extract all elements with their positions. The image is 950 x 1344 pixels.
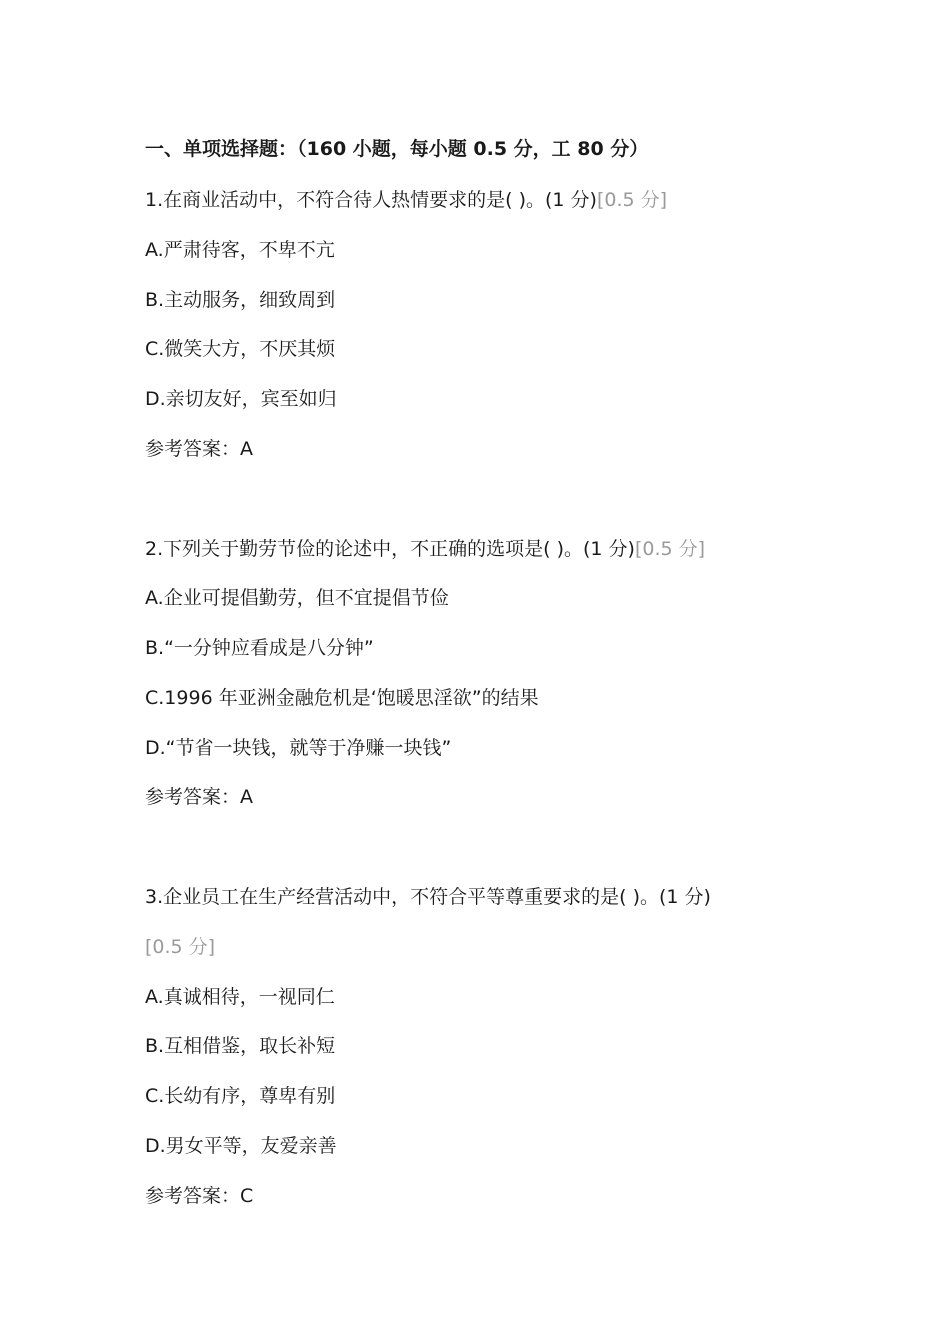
question-3-score: [0.5 分] — [145, 936, 216, 958]
question-2-answer: 参考答案：A — [145, 786, 253, 808]
question-1-option-b: B.主动服务，细致周到 — [145, 289, 336, 311]
question-3-option-a: A.真诚相待，一视同仁 — [145, 986, 335, 1008]
question-1-stem-line — [145, 185, 667, 215]
question-3-option-b: B.互相借鉴，取长补短 — [145, 1035, 336, 1057]
question-3-option-d: D.男女平等，友爱亲善 — [145, 1135, 337, 1157]
question-1-option-d: D.亲切友好，宾至如归 — [145, 388, 337, 410]
question-1-stem: 1.在商业活动中，不符合待人热情要求的是( )。(1 分) — [145, 189, 597, 211]
question-2-option-b: B.“一分钟应看成是八分钟” — [145, 637, 374, 659]
section-title: 一、单项选择题：（160 小题，每小题 0.5 分，工 80 分） — [145, 138, 649, 160]
question-2-stem-line — [145, 534, 705, 564]
question-1-option-c: C.微笑大方，不厌其烦 — [145, 338, 336, 360]
question-1-score: [0.5 分] — [596, 189, 668, 211]
question-1-answer: 参考答案：A — [145, 438, 253, 460]
question-3-answer: 参考答案：C — [145, 1185, 254, 1207]
question-2-option-c: C.1996 年亚洲金融危机是‘饱暖思淫欲”的结果 — [145, 687, 539, 709]
question-1-option-a: A.严肃待客，不卑不亢 — [145, 239, 335, 261]
question-2-option-d: D.“节省一块钱，就等于净赚一块钱” — [145, 737, 452, 759]
question-3-option-c: C.长幼有序，尊卑有别 — [145, 1085, 336, 1107]
question-3-stem: 3.企业员工在生产经营活动中，不符合平等尊重要求的是( )。(1 分) — [145, 886, 711, 908]
question-2-stem: 2.下列关于勤劳节俭的论述中，不正确的选项是( )。(1 分) — [145, 538, 635, 560]
question-2-score: [0.5 分] — [634, 538, 706, 560]
question-2-option-a: A.企业可提倡勤劳，但不宜提倡节俭 — [145, 587, 449, 609]
